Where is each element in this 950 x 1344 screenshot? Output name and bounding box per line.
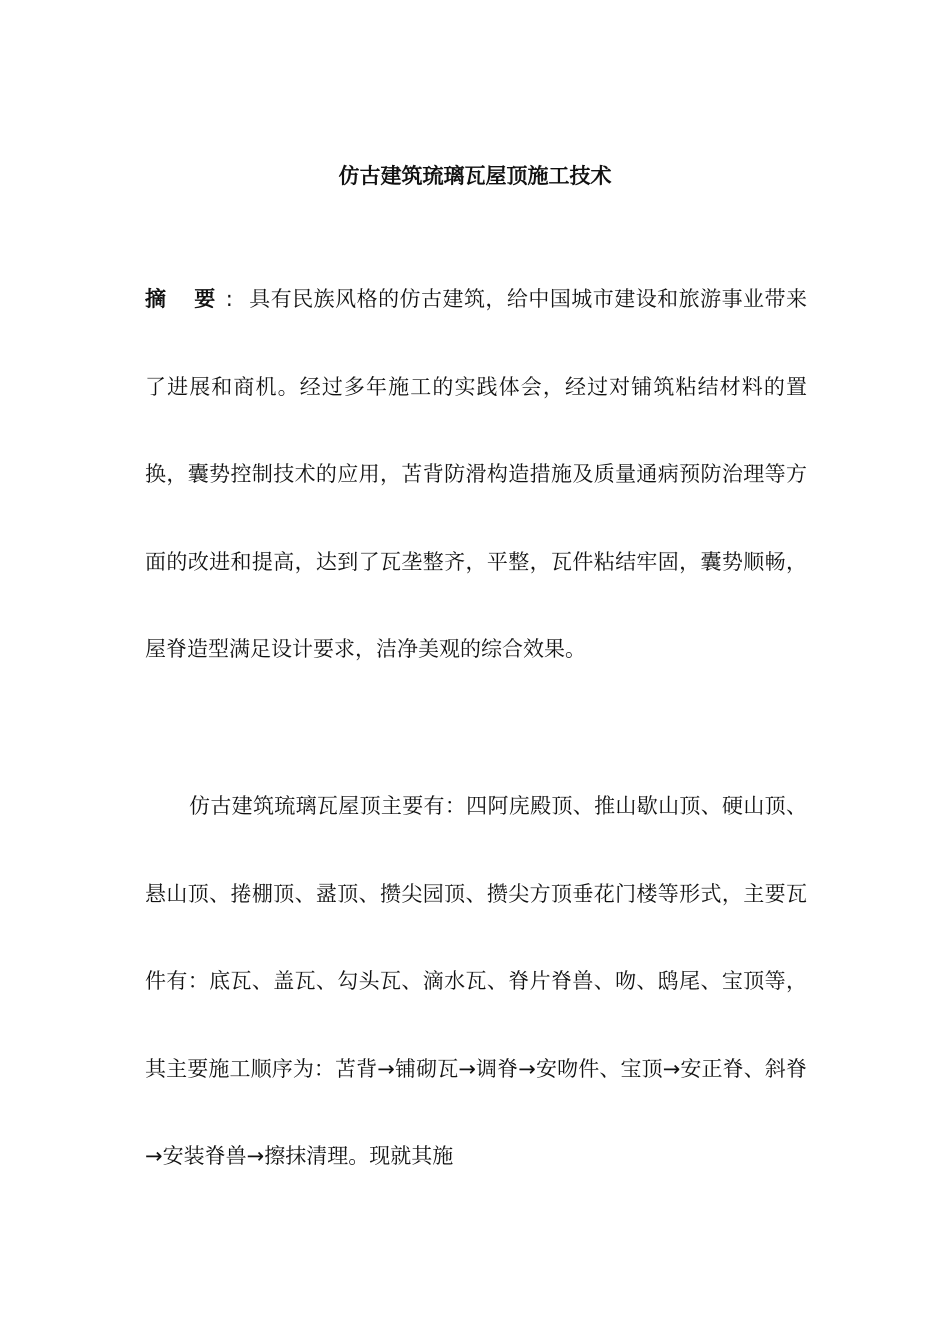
abstract-colon: : <box>225 287 233 311</box>
abstract-paragraph <box>145 256 807 694</box>
document-title: 仿古建筑琉璃瓦屋顶施工技术 <box>338 164 612 188</box>
body-paragraph: 仿古建筑琉璃瓦屋顶主要有：四阿庑殿顶、推山歇山顶、硬山顶、悬山顶、捲棚顶、盝顶、攒尖园顶、攒尖方顶垂花门楼等形式，主要瓦件有：底瓦、盖瓦、勾头瓦、滴水瓦、脊片脊兽、吻、鸱尾、宝顶等，其主要施工顺序为：苫背→铺砌瓦→调脊→安吻件、宝顶→安正脊、斜脊→安装脊兽→擦抹清理。现就其施 <box>145 794 807 1168</box>
abstract-text: 具有民族风格的仿古建筑，给中国城市建设和旅游事业带来了进展和商机。经过多年施工的实践体会，经过对铺筑粘结材料的置换，囊势控制技术的应用，苫背防滑构造措施及质量通病预防治理等方面的改进和提高，达到了瓦垄整齐，平整，瓦件粘结牢固，囊势顺畅，屋脊造型满足设计要求，洁净美观的综合效果。 <box>145 287 807 661</box>
abstract-label: 摘 要 <box>145 287 226 311</box>
